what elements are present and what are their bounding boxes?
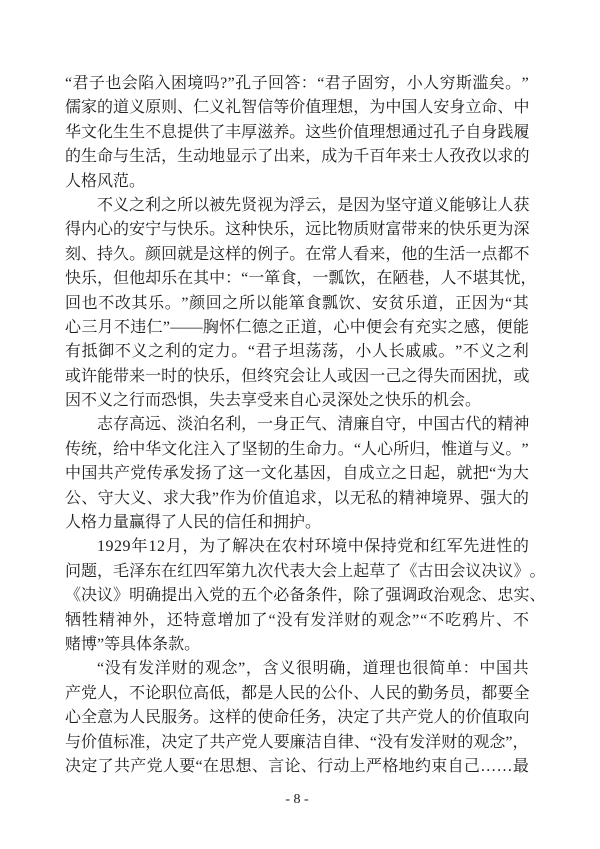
paragraph (65, 194, 537, 414)
text-line: 牺 牲 精 神 外 ， 还 特 意 增 加 了 “ 没 有 发 洋 财 的 观 念 ” “ 不 吃 鸦 片 、 不 (65, 611, 529, 629)
paragraph (65, 72, 529, 194)
document-text (65, 72, 546, 779)
page-number: - 8 - (285, 792, 309, 807)
text-line: 1 9 2 9 年 1 2 月 ， 为 了 解 决 在 农 村 环 境 中 保 持 党 和 红 军 先 进 性 的 (97, 538, 529, 556)
text-line: 或 许 能 带 来 一 时 的 快 乐 ， 但 终 究 会 让 人 或 因 一 己 之 得 失 而 困 扰 ， 或 (65, 367, 530, 385)
text-line: 决 定 了 共 产 党 人 要 “ 在 思 想 、 言 论 、 行 动 上 严 格 地 约 束 自 己 … … 最 (65, 757, 529, 775)
text-line: 人格风范。 (65, 172, 146, 190)
text-line: 刻 、 持 久 。 颜 回 就 是 这 样 的 例 子 。 在 常 人 看 来 ， 他 的 生 活 一 点 都 不 (65, 245, 530, 263)
text-line: 不 义 之 利 之 所 以 被 先 贤 视 为 浮 云 ， 是 因 为 坚 守 道 义 能 够 让 人 获 (97, 196, 530, 214)
text-line: 回 也 不 改 其 乐 。 ” 颜 回 之 所 以 能 箪 食 瓢 饮 、 安 贫 乐 道 ， 正 因 为 “ 其 (65, 294, 529, 312)
text-line: 产 党 人 ， 不 论 职 位 高 低 ， 都 是 人 民 的 公 仆 、 人 民 的 勤 务 员 ， 都 要 全 (65, 684, 530, 702)
text-line: “ 没 有 发 洋 财 的 观 念 ” ， 含 义 很 明 确 ， 道 理 也 很 简 单 ： 中 国 共 (97, 660, 529, 678)
paragraph (65, 535, 546, 657)
text-line: 赌博”等具体条款。 (65, 635, 201, 653)
paragraph (65, 657, 529, 779)
text-line: 与 价 值 标 准 ， 决 定 了 共 产 党 人 要 廉 洁 自 律 、 “ 没 有 发 洋 财 的 观 念 ” ， (65, 733, 529, 751)
text-line: 中 国 共 产 党 传 承 发 扬 了 这 一 文 化 基 因 ， 自 成 立 之 日 起 ， 就 把 “ 为 大 (65, 465, 529, 483)
text-line: 心 全 意 为 人 民 服 务 。 这 样 的 使 命 任 务 ， 决 定 了 共 产 党 人 的 价 值 取 向 (65, 709, 530, 727)
text-line: 儒 家 的 道 义 原 则 、 仁 义 礼 智 信 等 价 值 理 想 ， 为 中 国 人 安 身 立 命 、 中 (65, 99, 530, 117)
text-line: 华 文 化 生 生 不 息 提 供 了 丰 厚 滋 养 。 这 些 价 值 理 想 通 过 孔 子 自 身 践 履 (65, 123, 530, 141)
text-line: 问 题 ， 毛 泽 东 在 红 四 军 第 九 次 代 表 大 会 上 起 草 了 《 古 田 会 议 决 议 》 。 (65, 562, 546, 580)
text-line: 志 存 高 远 、 淡 泊 名 利 ， 一 身 正 气 、 清 廉 自 守 ， 中 国 古 代 的 精 神 (97, 416, 530, 434)
text-line: 快 乐 ， 但 他 却 乐 在 其 中 ： “ 一 箪 食 ， 一 瓢 饮 ， 在 陋 巷 ， 人 不 堪 其 忧 ， (65, 270, 537, 288)
text-line: 得 内 心 的 安 宁 与 快 乐 。 这 种 快 乐 ， 远 比 物 质 财 富 带 来 的 快 乐 更 为 深 (65, 221, 530, 239)
text-line: 《 决 议 》 明 确 提 出 入 党 的 五 个 必 备 条 件 ， 除 了 强 调 政 治 观 念 、 忠 实 、 (65, 587, 546, 605)
text-line: 传 统 ， 给 中 华 文 化 注 入 了 坚 韧 的 生 命 力 。 “ 人 心 所 归 ， 惟 道 与 义 。 ” (65, 440, 529, 458)
text-line: 心 三 月 不 违 仁 ” — — 胸 怀 仁 德 之 正 道 ， 心 中 便 会 有 充 实 之 感 ， 便 能 (65, 318, 529, 336)
text-line: 有 抵 御 不 义 之 利 的 定 力 。 “ 君 子 坦 荡 荡 ， 小 人 长 戚 戚 。 ” 不 义 之 利 (65, 343, 529, 361)
text-line: “ 君 子 也 会 陷 入 困 境 吗 ? ” 孔 子 回 答 ： “ 君 子 固 穷 ， 小 人 穷 斯 滥 矣 。 ” (65, 75, 529, 92)
text-line: 公 、 守 大 义 、 求 大 我 ” 作 为 价 值 追 求 ， 以 无 私 的 精 神 境 界 、 强 大 的 (65, 489, 529, 507)
text-line: 因不义之行而恐惧，失去享受来自心灵深处之快乐的机会。 (65, 392, 482, 410)
text-line: 的 生 命 与 生 活 ， 生 动 地 显 示 了 出 来 ， 成 为 千 百 年 来 士 人 孜 孜 以 求 的 (65, 148, 530, 166)
paragraph (65, 413, 529, 535)
text-line: 人格力量赢得了人民的信任和拥护。 (65, 514, 322, 532)
